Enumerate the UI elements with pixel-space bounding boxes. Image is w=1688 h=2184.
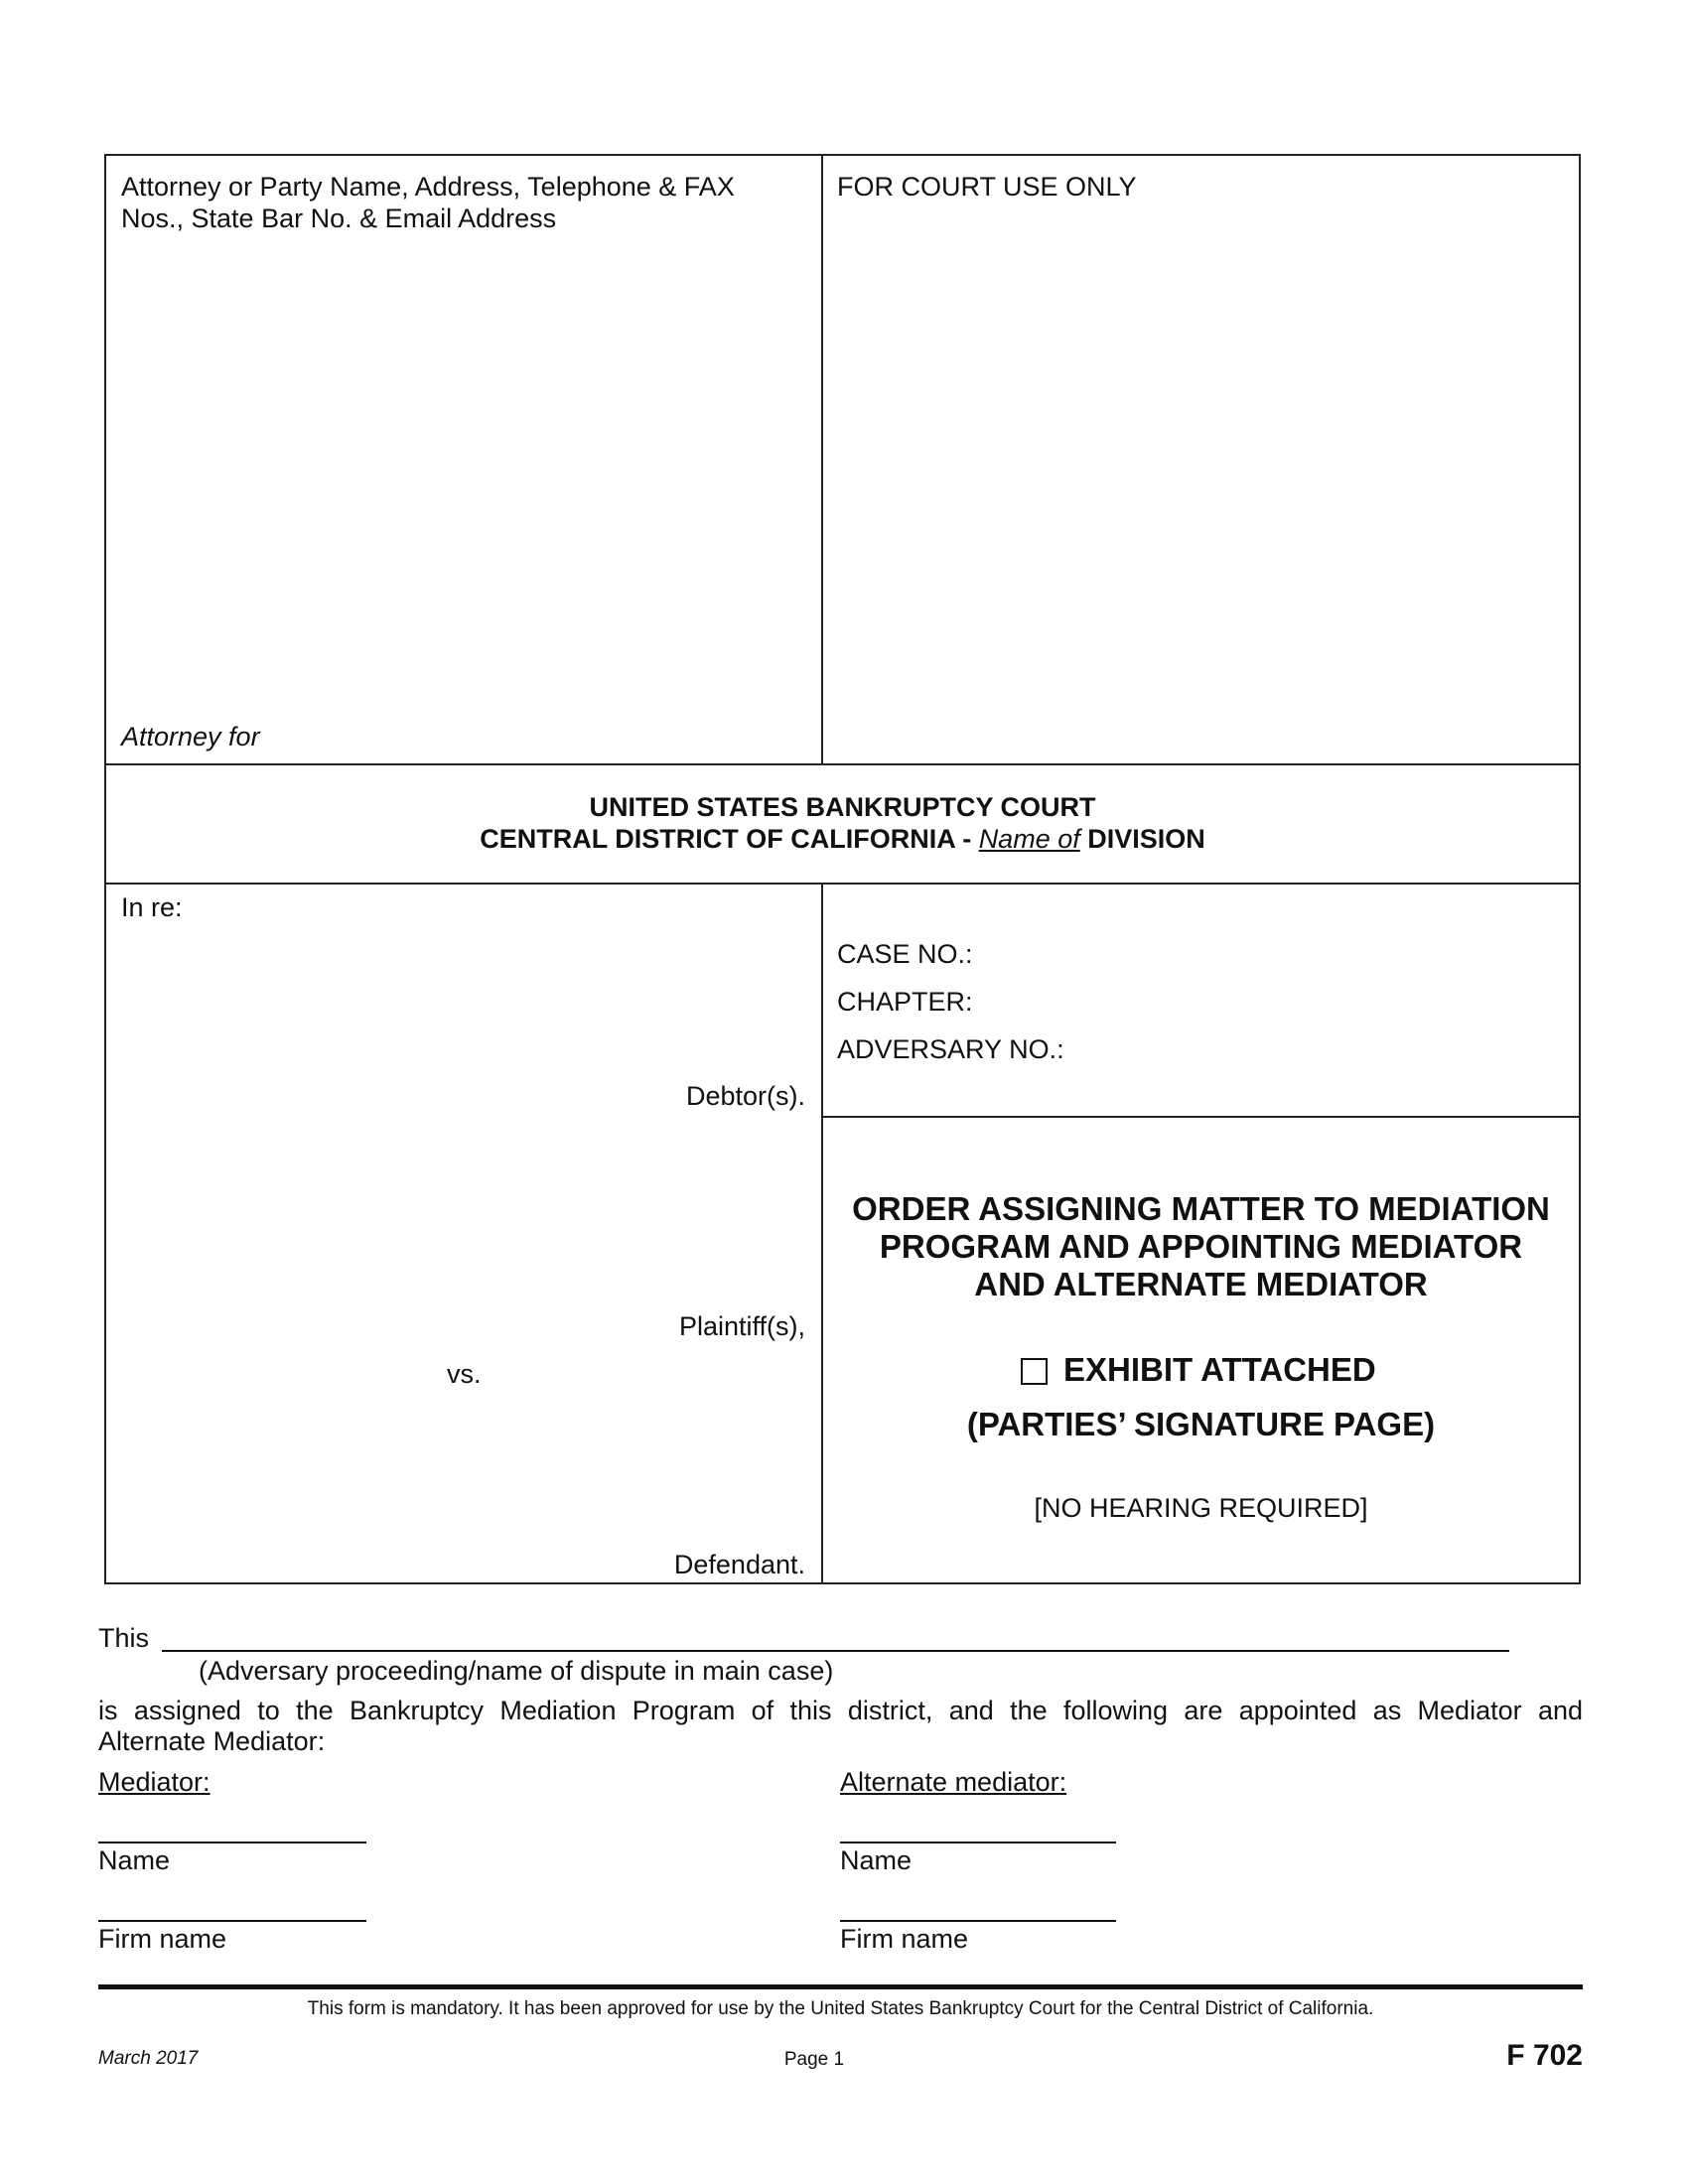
- caption-box-bottom: [104, 1582, 1581, 1584]
- attorney-for-label: Attorney for: [121, 722, 260, 751]
- dispute-caption: (Adversary proceeding/name of dispute in main case): [199, 1656, 834, 1686]
- mediator-firm-label: Firm name: [98, 1924, 227, 1954]
- mediator-heading: Mediator:: [98, 1767, 211, 1797]
- footer-mandatory-text: This form is mandatory. It has been approved for use by the United States Bankruptcy Court for the Central District of California.: [307, 1998, 1374, 2019]
- caption-box-right: [1579, 154, 1581, 1583]
- alt-mediator-firm-line[interactable]: [840, 1920, 1116, 1922]
- attorney-label-line2: Nos., State Bar No. & Email Address: [121, 204, 557, 233]
- assigned-text-line1: is assigned to the Bankruptcy Mediation Program of this district, and the following are appointed as Mediator and: [98, 1696, 1583, 1725]
- defendant-label: Defendant.: [673, 1550, 805, 1579]
- mediator-firm-line[interactable]: [98, 1920, 366, 1922]
- court-section-bottom: [104, 883, 1581, 885]
- chapter-label: CHAPTER:: [837, 987, 973, 1017]
- order-title-line3: AND ALTERNATE MEDIATOR: [974, 1266, 1428, 1302]
- signature-page-label: (PARTIES’ SIGNATURE PAGE): [966, 1406, 1436, 1442]
- court-name-line1: UNITED STATES BANKRUPTCY COURT: [589, 792, 1096, 822]
- no-hearing-label: [NO HEARING REQUIRED]: [1034, 1493, 1368, 1523]
- court-section-top: [104, 763, 1581, 765]
- order-title-line2: PROGRAM AND APPOINTING MEDIATOR: [879, 1228, 1523, 1265]
- alt-mediator-firm-label: Firm name: [840, 1924, 969, 1954]
- court-name-of: Name of: [978, 824, 1080, 854]
- footer-form-number: F 702: [1506, 2039, 1583, 2072]
- case-no-label: CASE NO.:: [837, 939, 973, 969]
- case-info-bottom: [821, 1116, 1581, 1118]
- vs-label: vs.: [447, 1359, 482, 1389]
- adversary-no-label: ADVERSARY NO.:: [837, 1034, 1064, 1064]
- alt-mediator-heading: Alternate mediator:: [840, 1767, 1067, 1797]
- court-name-line2: [104, 823, 1581, 855]
- footer-rule: [98, 1984, 1583, 1989]
- caption-box-left: [104, 154, 106, 1583]
- court-division-suffix: DIVISION: [1079, 824, 1205, 854]
- in-re-label: In re:: [121, 892, 183, 922]
- plaintiffs-label: Plaintiff(s),: [678, 1311, 805, 1341]
- footer-page: Page 1: [783, 2049, 845, 2070]
- footer-date: March 2017: [98, 2048, 199, 2069]
- order-title-line1: ORDER ASSIGNING MATTER TO MEDIATION: [852, 1190, 1550, 1227]
- court-use-label: FOR COURT USE ONLY: [837, 172, 1137, 202]
- assigned-text-line2: Alternate Mediator:: [98, 1726, 326, 1756]
- caption-box-top: [104, 154, 1581, 156]
- mediator-name-label: Name: [98, 1845, 171, 1875]
- this-label: This: [98, 1623, 150, 1653]
- debtors-label: Debtor(s).: [685, 1081, 805, 1111]
- alt-mediator-name-line[interactable]: [840, 1842, 1116, 1843]
- court-district-prefix: CENTRAL DISTRICT OF CALIFORNIA -: [480, 824, 979, 854]
- dispute-name-line[interactable]: [162, 1650, 1509, 1652]
- caption-divider-top: [821, 154, 823, 764]
- exhibit-checkbox[interactable]: [1021, 1358, 1048, 1385]
- exhibit-attached-label: EXHIBIT ATTACHED: [1063, 1351, 1376, 1388]
- attorney-label-line1: Attorney or Party Name, Address, Telephone & FAX: [121, 172, 735, 202]
- alt-mediator-name-label: Name: [840, 1845, 913, 1875]
- mediator-name-line[interactable]: [98, 1842, 366, 1843]
